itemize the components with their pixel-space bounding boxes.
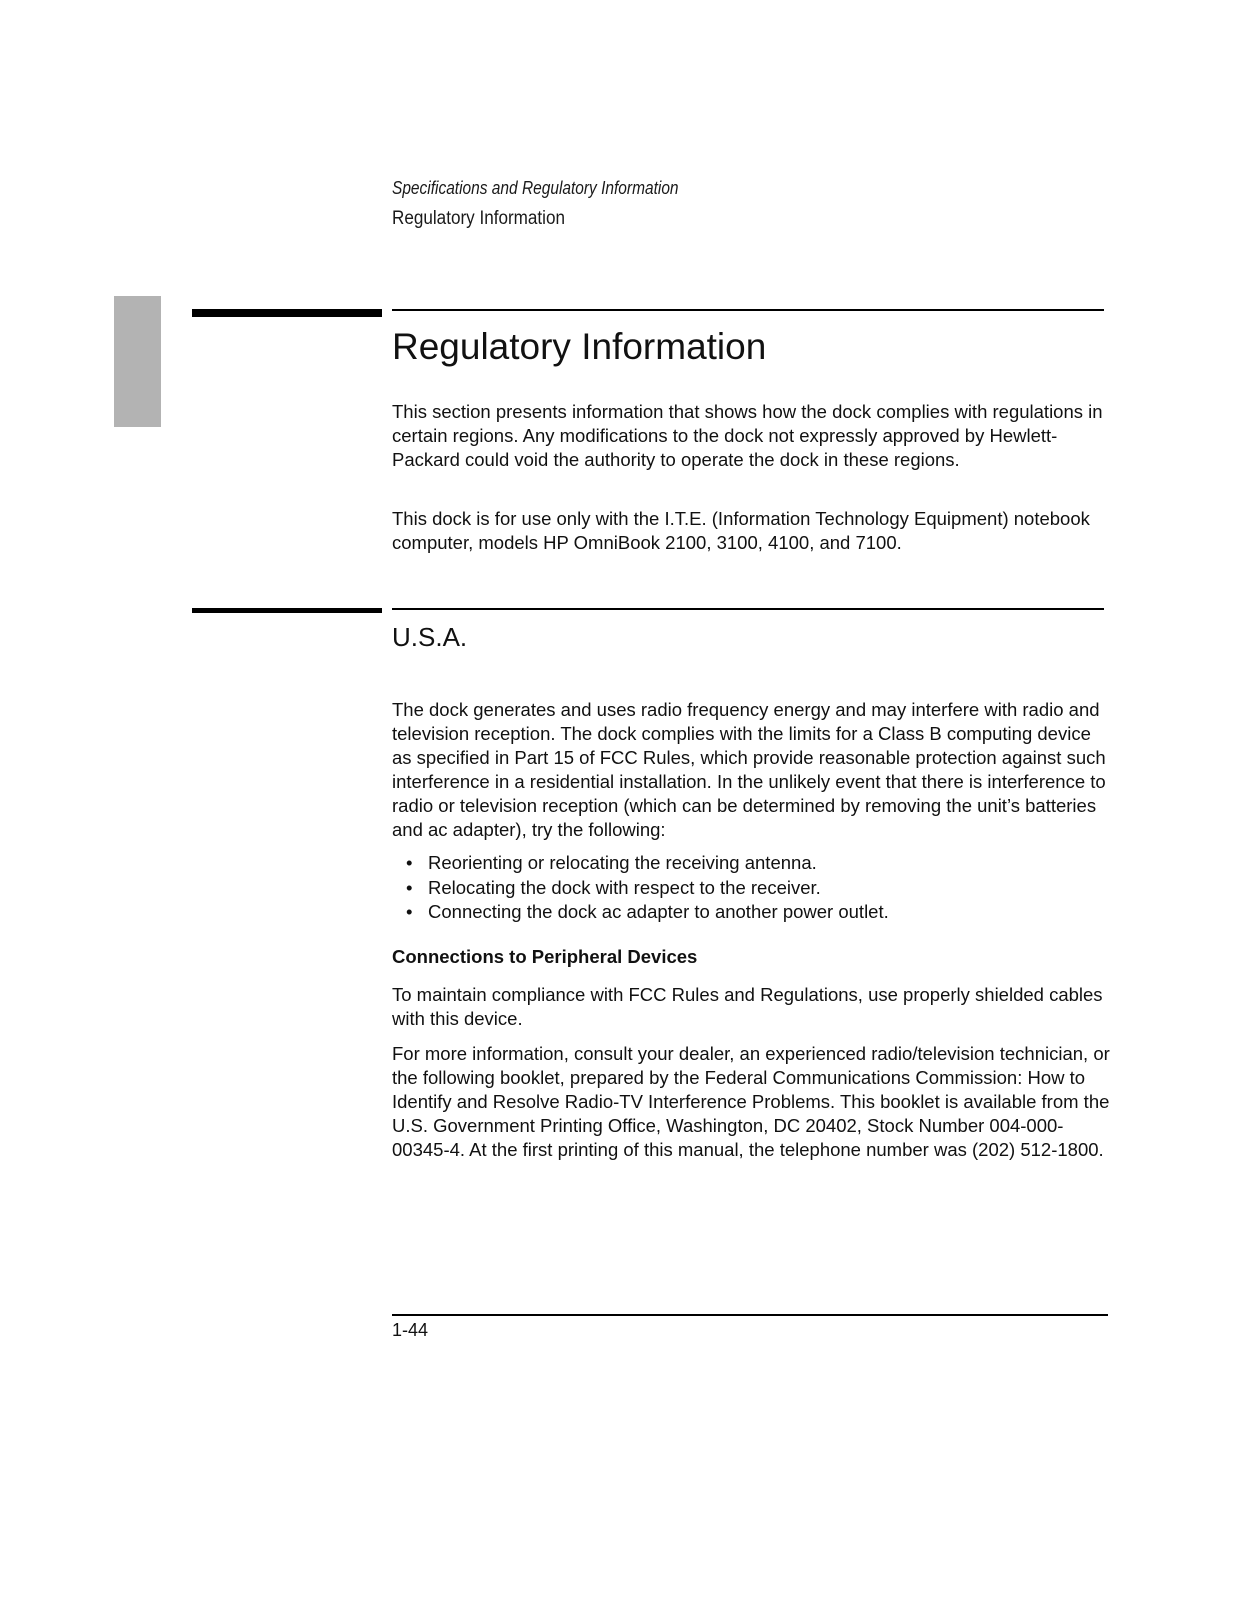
list-item (406, 876, 889, 901)
section-rule-thick (192, 608, 382, 613)
subheading-peripheral-devices: Connections to Peripheral Devices (392, 946, 698, 967)
page-number: 1-44 (392, 1320, 429, 1340)
bullet-dot: • (406, 901, 413, 922)
list-item (406, 900, 889, 925)
list-item (406, 851, 889, 876)
list-item-text: Reorienting or relocating the receiving antenna. (428, 852, 817, 873)
section-rule-thin (392, 309, 1104, 311)
section-rule-thick (192, 309, 382, 317)
interference-remedy-list (406, 851, 889, 925)
fcc-intro-paragraph: The dock generates and uses radio frequency energy and may interfere with radio and television reception. The dock complies with the limits for a Class B computing device as specified in Part 15 of FCC Rules, which provide reasonable protection against such interference in a residential installation. In the unlikely event that there is interference to radio or television reception (which can be determined by removing the unit’s batteries and ac adapter), try the following: (392, 699, 1106, 840)
section-title-regulatory: Regulatory Information (392, 326, 767, 367)
footer-rule (392, 1314, 1108, 1316)
more-information-paragraph: For more information, consult your dealer, an experienced radio/television technician, or the following booklet, prepared by the Federal Communications Commission: How to Identify and Resolve Radio-TV Interference Problems. This booklet is available from the U.S. Government Printing Office, Washington, DC 20402, Stock Number 004-000-00345-4. At the first printing of this manual, the telephone number was (202) 512-1800. (392, 1043, 1110, 1160)
ite-usage-paragraph: This dock is for use only with the I.T.E. (Information Technology Equipment) notebook computer, models HP OmniBook 2100, 3100, 4100, and 7100. (392, 508, 1090, 553)
bullet-dot: • (406, 852, 413, 873)
regulatory-intro-paragraph: This section presents information that shows how the dock complies with regulations in certain regions. Any modifications to the dock not expressly approved by Hewlett-Packard could void the authority to operate the dock in these regions. (392, 401, 1103, 470)
list-item-text: Connecting the dock ac adapter to another power outlet. (428, 901, 889, 922)
section-title-usa: U.S.A. (392, 622, 468, 652)
running-head-chapter: Specifications and Regulatory Information (392, 178, 679, 198)
running-head-section: Regulatory Information (392, 208, 565, 229)
shielded-cables-paragraph: To maintain compliance with FCC Rules and Regulations, use properly shielded cables with this device. (392, 984, 1103, 1029)
list-item-text: Relocating the dock with respect to the receiver. (428, 876, 821, 898)
bullet-dot: • (406, 876, 413, 898)
chapter-tab-marker (114, 296, 161, 427)
section-rule-thin (392, 608, 1104, 610)
